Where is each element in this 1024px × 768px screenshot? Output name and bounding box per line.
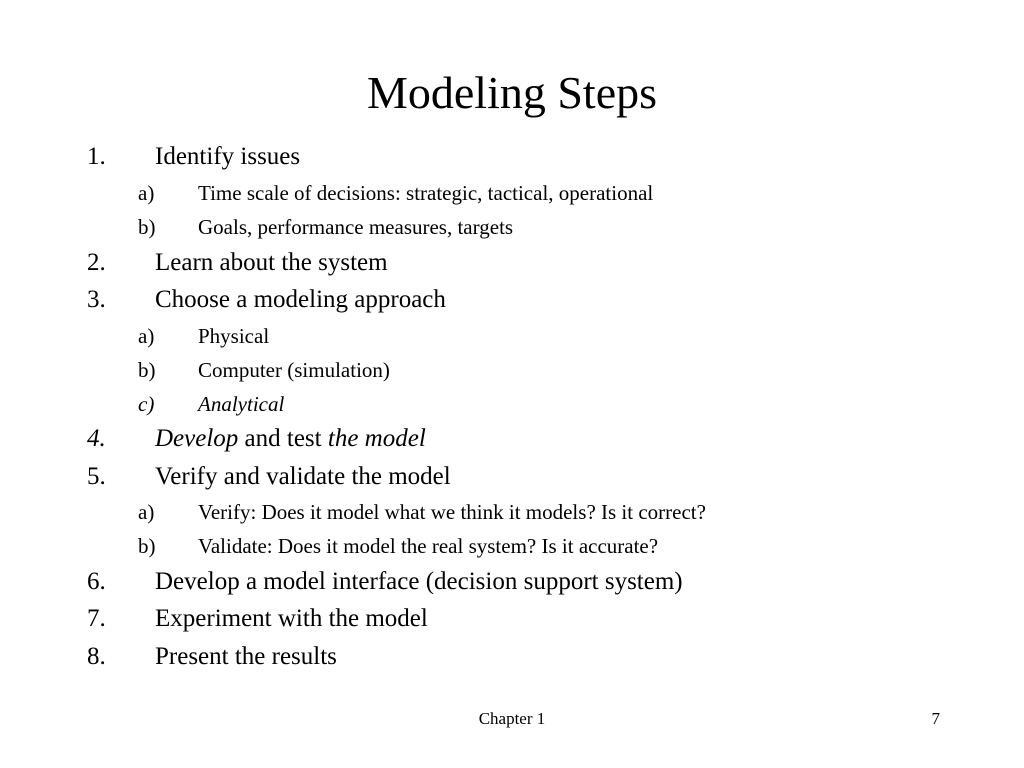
substep-text: Physical	[198, 324, 270, 348]
substep-letter: a)	[138, 500, 155, 524]
step-text-emphasis: Develop	[155, 425, 239, 452]
step-text: Identify issues	[155, 143, 301, 170]
footer-page-number: 7	[931, 709, 940, 728]
step-text-emphasis: the model	[327, 425, 426, 452]
substep-letter: a)	[138, 324, 155, 348]
step-text: Learn about the system	[155, 249, 388, 276]
step-number: 6.	[87, 568, 106, 595]
step-number: 2.	[87, 249, 106, 276]
substep-text: Time scale of decisions: strategic, tactical, operational	[198, 181, 654, 205]
substep-text: Computer (simulation)	[198, 358, 390, 382]
step-number: 4.	[87, 425, 106, 452]
substep-text: Verify: Does it model what we think it models? Is it correct?	[198, 500, 706, 524]
step-number: 5.	[87, 463, 106, 490]
step-number: 7.	[87, 605, 106, 632]
step-text: Present the results	[155, 643, 337, 670]
substep-letter: b)	[138, 215, 156, 239]
footer-chapter: Chapter 1	[478, 709, 546, 728]
substep-text: Validate: Does it model the real system? Is it accurate?	[198, 534, 659, 558]
substep-letter: b)	[138, 534, 156, 558]
step-number: 8.	[87, 643, 106, 670]
substep-letter: b)	[138, 358, 156, 382]
step-number: 1.	[87, 143, 106, 170]
step-text: Choose a modeling approach	[155, 286, 446, 313]
step-text: Develop a model interface (decision support system)	[155, 568, 683, 595]
step-text: Experiment with the model	[155, 605, 428, 632]
substep-text: Goals, performance measures, targets	[198, 215, 514, 239]
step-text-plain: and test	[238, 425, 328, 452]
substep-letter: a)	[138, 181, 155, 205]
step-text: Verify and validate the model	[155, 463, 451, 490]
step-text	[155, 424, 426, 454]
step-number: 3.	[87, 286, 106, 313]
substep-letter: c)	[138, 392, 155, 416]
slide-title: Modeling Steps	[366, 67, 658, 118]
substep-text: Analytical	[198, 392, 285, 416]
